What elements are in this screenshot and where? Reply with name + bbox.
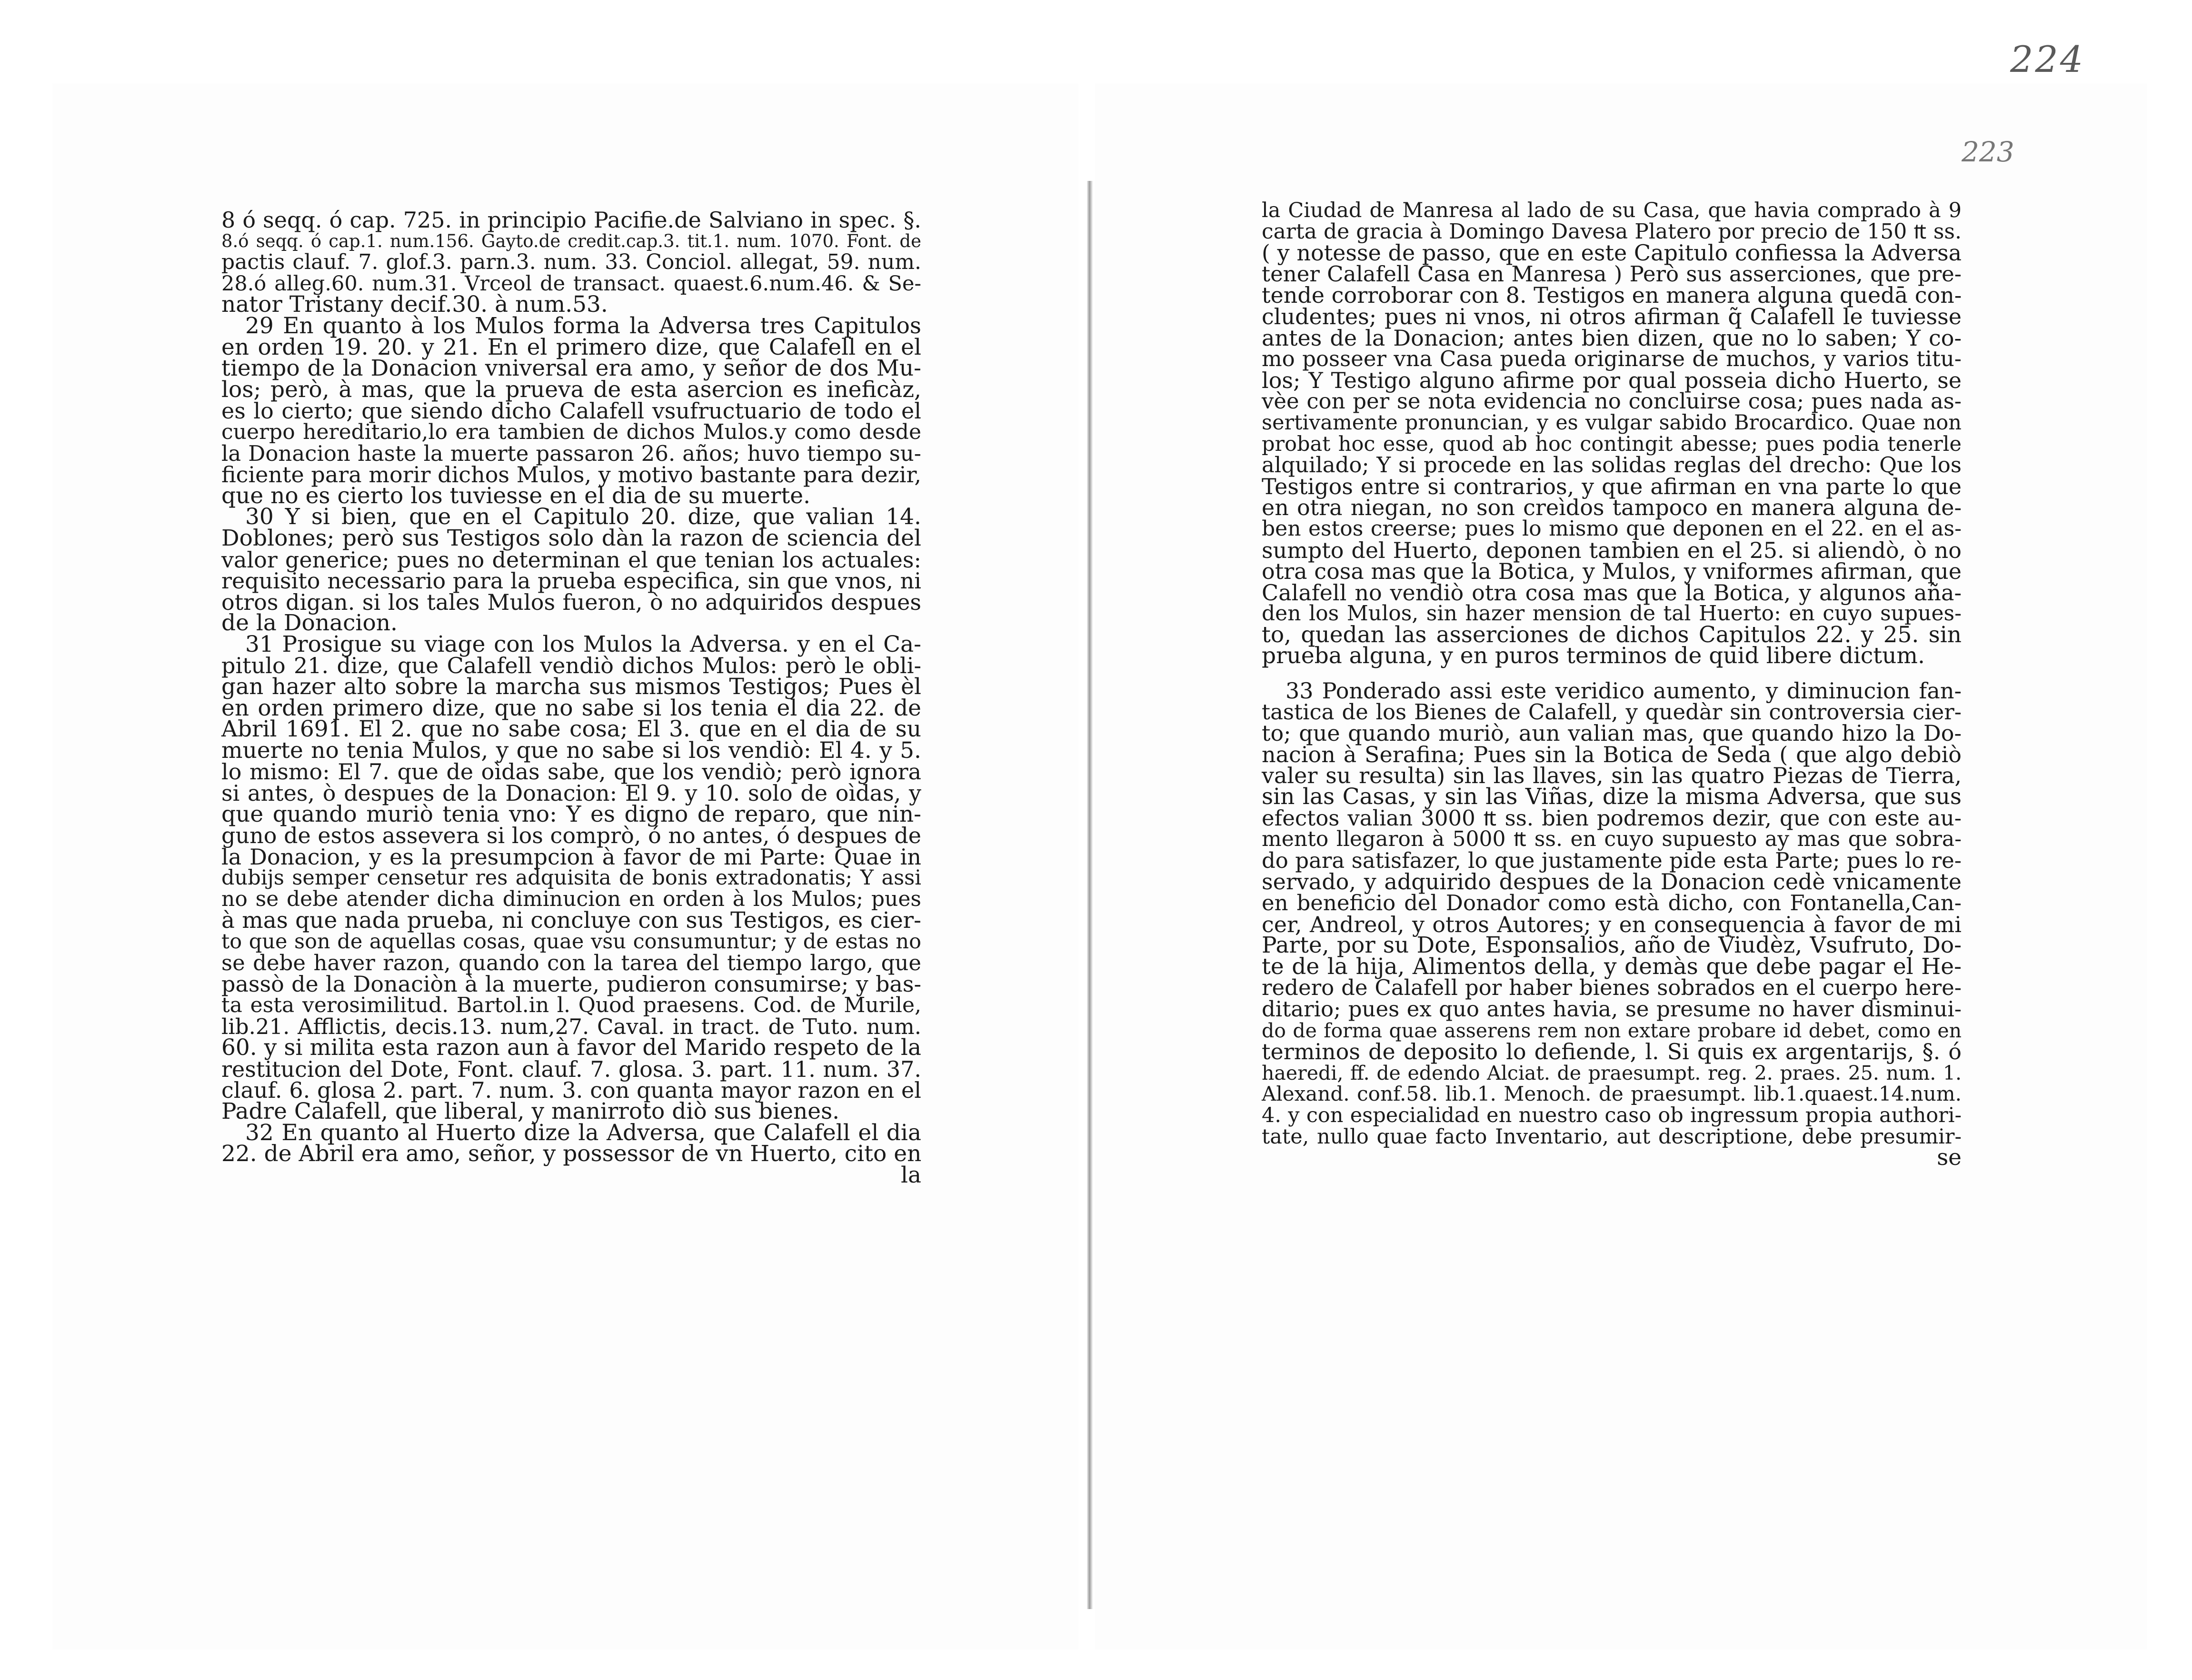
text-line: pitulo 21. dize, que Calafell vendiò dichos Mulos: però le obli- bbox=[221, 653, 921, 679]
book-gutter bbox=[1087, 181, 1093, 1609]
text-line: guno de estos assevera si los comprò, ó no antes, ó despues de bbox=[221, 823, 921, 849]
paragraph-32-start: 32 En quanto al Huerto dize la Adversa, que Calafell el dia bbox=[245, 1119, 921, 1146]
text-line: 4. y con especialidad en nuestro caso ob ingressum propia authori- bbox=[1262, 1103, 1962, 1127]
text-line: probat hoc esse, quod ab hoc contingit abesse; pues podia tenerle bbox=[1262, 432, 1962, 456]
text-line: den los Mulos, sin hazer mension de tal Huerto: en cuyo supues- bbox=[1262, 601, 1962, 626]
text-line: ( y notesse de passo, que en este Capitulo confiessa la Adversa bbox=[1262, 240, 1962, 266]
text-line: lo mismo: El 7. que de oìdas sabe, que los vendiò; però ignora bbox=[221, 759, 921, 785]
text-line: vèe con per se nota evidencia no concluirse cosa; pues nada as- bbox=[1262, 388, 1962, 414]
text-line: 22. de Abril era amo, señor, y possessor de vn Huerto, cito en bbox=[221, 1141, 922, 1167]
text-line: los; Y Testigo alguno afirme por qual posseia dicho Huerto, se bbox=[1262, 367, 1962, 393]
text-line: valer su resulta) sin las llaves, sin las quatro Piezas de Tierra, bbox=[1262, 763, 1962, 789]
text-line: mento llegaron à 5000 ₶ ss. en cuyo supuesto ay mas que sobra- bbox=[1262, 827, 1962, 852]
text-line: si antes, ò despues de la Donacion: El 9. y 10. solo de oìdas, y bbox=[221, 780, 921, 806]
text-line: Padre Calafell, que liberal, y manirroto diò sus bienes. bbox=[221, 1098, 840, 1124]
text-line: do para satisfazer, lo que justamente pide esta Parte; pues lo re- bbox=[1262, 847, 1962, 873]
text-line: dubijs semper censetur res adquisita de bonis extradonatis; Y assi bbox=[221, 866, 921, 890]
text-line: clauf. 6. glosa 2. part. 7. num. 3. con quanta mayor razon en el bbox=[221, 1077, 921, 1103]
text-line: restitucion del Dote, Font. clauf. 7. glosa. 3. part. 11. num. 37. bbox=[221, 1056, 921, 1082]
text-line: lib.21. Afflictis, decis.13. num,27. Caval. in tract. de Tuto. num. bbox=[221, 1014, 921, 1039]
text-line: pactis clauf. 7. glof.3. parn.3. num. 33. Conciol. allegat, 59. num. bbox=[221, 250, 921, 275]
text-line: que no es cierto los tuviesse en el dia de su muerte. bbox=[221, 482, 811, 509]
text-line: ta esta verosimilitud. Bartol.in l. Quod praesens. Cod. de Murile, bbox=[221, 993, 921, 1017]
text-line: la Donacion haste la muerte passaron 26. años; huvo tiempo su- bbox=[221, 440, 921, 466]
text-line: to que son de aquellas cosas, quae vsu consumuntur; y de estas no bbox=[221, 930, 921, 954]
paragraph-30-start: 30 Y si bien, que en el Capitulo 20. dize, que valian 14. bbox=[245, 504, 921, 530]
text-line: ditario; pues ex quo antes havia, se presume no haver disminui- bbox=[1262, 996, 1962, 1022]
text-line: 8 ó seqq. ó cap. 725. in principio Pacifie.de Salviano in spec. §. bbox=[221, 207, 921, 233]
text-line: Testigos entre si contrarios, y que afirman en vna parte lo que bbox=[1262, 473, 1962, 499]
text-line: tener Calafell Casa en Manresa ) Però sus asserciones, que pre- bbox=[1262, 261, 1962, 287]
text-line: la Donacion, y es la presumpcion à favor de mi Parte: Quae in bbox=[221, 844, 921, 870]
text-line: ficiente para morir dichos Mulos, y motivo bastante para dezir, bbox=[221, 462, 921, 488]
text-line: que quando muriò tenia vno: Y es digno de reparo, que nin- bbox=[221, 801, 921, 827]
text-line: sertivamente pronuncian, y es vulgar sabido Brocardico. Quae non bbox=[1262, 410, 1962, 435]
catchword: se bbox=[1937, 1144, 1962, 1171]
text-line: nator Tristany decif.30. à num.53. bbox=[221, 291, 608, 318]
text-line: cer, Andreol, y otros Autores; y en consequencia à favor de mi bbox=[1262, 911, 1962, 937]
text-line: 8.ó seqq. ó cap.1. num.156. Gayto.de credit.cap.3. tit.1. num. 1070. Font. de bbox=[221, 230, 921, 251]
text-line: mo posseer vna Casa pueda originarse de muchos, y varios titu- bbox=[1262, 346, 1962, 372]
text-line: en otra niegan, no son creìdos tampoco en manera alguna de- bbox=[1262, 495, 1962, 521]
text-line: antes de la Donacion; antes bien dizen, que no lo saben; Y co- bbox=[1262, 325, 1962, 351]
text-line: Calafell no vendiò otra cosa mas que la Botica, y algunos aña- bbox=[1262, 579, 1962, 606]
right-page-text bbox=[1262, 200, 1962, 1169]
text-line: passò de la Donaciòn à la muerte, pudieron consumirse; y bas- bbox=[221, 971, 921, 997]
text-line: de la Donacion. bbox=[221, 610, 398, 636]
text-line: en orden 19. 20. y 21. En el primero dize, que Calafell en el bbox=[221, 334, 921, 360]
text-line: Abril 1691. El 2. que no sabe cosa; El 3. que en el dia de su bbox=[221, 716, 921, 743]
text-line: se debe haver razon, quando con la tarea del tiempo largo, que bbox=[221, 950, 921, 975]
text-line: Doblones; però sus Testigos solo dàn la razon de sciencia del bbox=[221, 525, 921, 551]
text-line: en orden primero dize, que no sabe si los tenia el dia 22. de bbox=[221, 695, 921, 721]
text-line: efectos valian 3000 ₶ ss. bien podremos dezir, que con este au- bbox=[1262, 805, 1962, 831]
text-line: to; que quando muriò, aun valian mas, que quando hizo la Do- bbox=[1262, 720, 1962, 746]
catchword: la bbox=[900, 1162, 921, 1188]
text-line: Alexand. conf.58. lib.1. Menoch. de praesumpt. lib.1.quaest.14.num. bbox=[1262, 1082, 1962, 1106]
text-line: ben estos creerse; pues lo mismo que deponen en el 22. en el as- bbox=[1262, 516, 1962, 541]
text-line: los; però, à mas, que la prueva de esta asercion es ineficàz, bbox=[221, 376, 921, 403]
paragraph-33-start: 33 Ponderado assi este veridico aumento, y diminucion fan- bbox=[1285, 678, 1962, 704]
text-line: sin las Casas, y sin las Viñas, dize la misma Adversa, que sus bbox=[1262, 784, 1962, 810]
paragraph-29-start: 29 En quanto à los Mulos forma la Adversa tres Capitulos bbox=[245, 312, 921, 339]
text-line: cuerpo hereditario,lo era tambien de dichos Mulos.y como desde bbox=[221, 419, 921, 444]
text-line: otra cosa mas que la Botica, y Mulos, y vniformes afirman, que bbox=[1262, 558, 1962, 585]
text-line: tate, nullo quae facto Inventario, aut descriptione, debe presumir- bbox=[1262, 1124, 1962, 1149]
text-line: à mas que nada prueba, ni concluye con sus Testigos, es cier- bbox=[221, 907, 921, 934]
text-line: en beneficio del Donador como està dicho, con Fontanella,Can- bbox=[1262, 890, 1962, 915]
text-line: haeredi, ff. de edendo Alciat. de praesumpt. reg. 2. praes. 25. num. 1. bbox=[1262, 1061, 1962, 1084]
text-line: carta de gracia à Domingo Davesa Platero por precio de 150 ₶ ss. bbox=[1262, 219, 1962, 244]
left-page-text bbox=[221, 209, 921, 1186]
text-line: do de forma quae asserens rem non extare probare id debet, como en bbox=[1262, 1019, 1962, 1042]
text-line: te de la hija, Alimentos della, y demàs que debe pagar el He- bbox=[1262, 953, 1962, 980]
text-line: redero de Calafell por haber bienes sobrados en el cuerpo here- bbox=[1262, 975, 1962, 1001]
text-line: requisito necessario para la prueba especifica, sin que vnos, ni bbox=[221, 568, 921, 594]
handwritten-folio-number: 224 bbox=[2010, 38, 2085, 80]
text-line: to, quedan las asserciones de dichos Capitulos 22. y 25. sin bbox=[1262, 621, 1962, 648]
handwritten-annotation: 223 bbox=[1962, 136, 2014, 168]
text-line: Parte, por su Dote, Esponsalios, año de Viudèz, Vsufruto, Do- bbox=[1262, 932, 1962, 959]
paragraph-31-start: 31 Prosigue su viage con los Mulos la Adversa. y en el Ca- bbox=[245, 631, 921, 657]
text-line: terminos de deposito lo defiende, l. Si quis ex argentarijs, §. ó bbox=[1262, 1039, 1962, 1065]
text-line: valor generice; pues no determinan el que tenian los actuales: bbox=[221, 547, 921, 573]
text-line: tende corroborar con 8. Testigos en manera alguna quedā con- bbox=[1262, 282, 1962, 308]
text-line: 60. y si milita esta razon aun à favor del Marido respeto de la bbox=[221, 1034, 921, 1061]
text-line: 28.ó alleg.60. num.31. Vrceol de transact. quaest.6.num.46. & Se- bbox=[221, 271, 921, 296]
text-line: alquilado; Y si procede en las solidas reglas del drecho: Que los bbox=[1262, 452, 1962, 478]
text-line: otros digan. si los tales Mulos fueron, ò no adquiridos despues bbox=[221, 589, 921, 615]
text-line: muerte no tenia Mulos, y que no sabe si los vendiò: El 4. y 5. bbox=[221, 737, 921, 764]
text-line: cludentes; pues ni vnos, ni otros afirman q̃ Calafell le tuviesse bbox=[1262, 303, 1962, 329]
text-line: gan hazer alto sobre la marcha sus mismos Testigos; Pues èl bbox=[221, 674, 921, 700]
text-line: no se debe atender dicha diminucion en orden à los Mulos; pues bbox=[221, 887, 921, 911]
text-line: sumpto del Huerto, deponen tambien en el 25. si aliendò, ò no bbox=[1262, 537, 1962, 563]
text-line: la Ciudad de Manresa al lado de su Casa, que havia comprado à 9 bbox=[1262, 199, 1962, 222]
text-line: es lo cierto; que siendo dicho Calafell vsufructuario de todo el bbox=[221, 398, 921, 424]
text-line: prueba alguna, y en puros terminos de quid libere dictum. bbox=[1262, 643, 1925, 669]
text-line: tiempo de la Donacion vniversal era amo, y señor de dos Mu- bbox=[221, 355, 921, 382]
text-line: tastica de los Bienes de Calafell, y quedàr sin controversia cier- bbox=[1262, 699, 1962, 725]
text-line: nacion à Serafina; Pues sin la Botica de Seda ( que algo debiò bbox=[1262, 741, 1962, 767]
text-line: servado, y adquirido despues de la Donacion cedè vnicamente bbox=[1262, 869, 1962, 895]
